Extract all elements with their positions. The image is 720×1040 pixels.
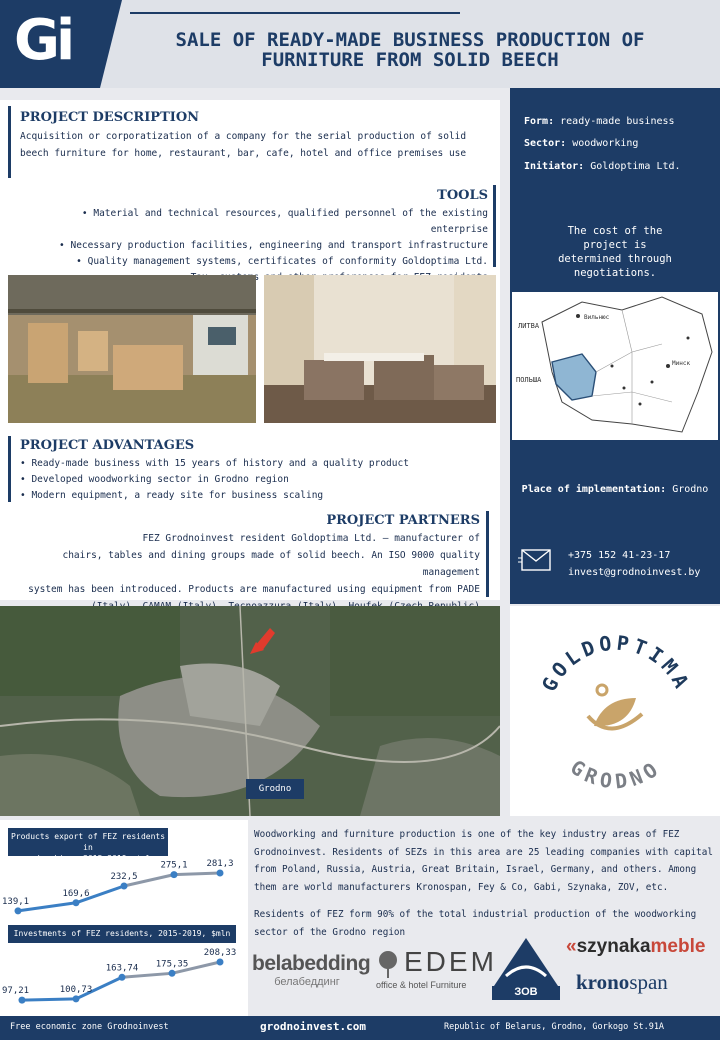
chart-point [169, 970, 176, 977]
title-line-1: SALE OF READY-MADE BUSINESS PRODUCTION OF [175, 29, 645, 51]
chart1-svg [0, 856, 248, 926]
info-line: Grodnoinvest. Residents of SEZs in this area are 25 leading companies with capital [254, 846, 713, 858]
tools-item: • Necessary production facilities, engineering and transport infrastructure [20, 238, 488, 254]
logo-bottom-text: GRODNO [566, 754, 666, 794]
initiator-row [524, 161, 714, 172]
tools-list [20, 206, 488, 286]
chart-data-label: 163,74 [105, 963, 139, 974]
advantages-item: • Modern equipment, a ready site for business scaling [20, 488, 490, 504]
description-heading: PROJECT DESCRIPTION [20, 110, 200, 125]
szynaka-arrows-icon: « [566, 936, 577, 957]
form-value: ready-made business [560, 116, 675, 127]
edem-subtitle: office & hotel Furniture [376, 980, 467, 990]
chart-point [217, 869, 224, 876]
kronospan-logo [576, 970, 716, 995]
span-text: span [629, 970, 668, 994]
city-label: Grodno [246, 779, 304, 799]
chart2-title: Investments of FEZ residents, 2015-2019, $mln [8, 925, 236, 943]
chart-point [15, 907, 22, 914]
info-line: Woodworking and furniture production is one of the key industry areas of FEZ [254, 829, 680, 840]
chart-data-label: 232,5 [110, 872, 138, 882]
edem-text: EDEM [404, 946, 497, 977]
svg-text:GOLDOPTIMA [537, 631, 696, 696]
cost-line: project is [583, 239, 647, 251]
tools-item: • Quality management systems, certificates of conformity Goldoptima Ltd. [20, 254, 488, 270]
section-bar [486, 511, 489, 597]
footer-website[interactable]: grodnoinvest.com [260, 1020, 366, 1033]
partners-text [10, 530, 480, 615]
restaurant-photo [264, 275, 496, 423]
phone-number[interactable]: +375 152 41-23-17 [568, 550, 671, 561]
place-value: Grodno [672, 484, 709, 495]
contacts [568, 547, 718, 581]
chart-point [121, 883, 128, 890]
chart-point [171, 871, 178, 878]
chart-line-segment [174, 873, 220, 875]
partners-line: FEZ Grodnoinvest resident Goldoptima Ltd. – manufacturer of [142, 533, 480, 544]
footer [0, 1016, 720, 1040]
cost-line: negotiations. [573, 267, 657, 279]
mail-icon [518, 548, 552, 572]
satellite-map [0, 606, 500, 816]
footer-address: Republic of Belarus, Grodno, Gorkogo St.91A [444, 1022, 665, 1032]
map-label: ЛИТВА [518, 322, 540, 330]
zov-logo [492, 936, 560, 1000]
initiator-value: Goldoptima Ltd. [590, 161, 681, 172]
footer-left: Free economic zone Grodnoinvest [10, 1022, 169, 1032]
description-text: Acquisition or corporatization of a company for the serial production of solid beech furniture for home, restaurant, bar, cafe, hotel and office premises use [20, 131, 467, 159]
chart-data-label: 100,73 [59, 984, 93, 995]
header-rule [130, 12, 460, 14]
advantages-item: • Developed woodworking sector in Grodno region [20, 472, 490, 488]
goldoptima-logo [510, 606, 720, 816]
chart-data-label: 139,1 [2, 896, 30, 907]
chart-point [217, 959, 224, 966]
partners-line: system has been introduced. Products are manufactured using equipment from PADE [28, 584, 480, 595]
chart2-svg [0, 946, 248, 1016]
chart1-title [8, 828, 168, 863]
chart-point [119, 974, 126, 981]
page-title [120, 30, 700, 70]
title-line-2: FURNITURE FROM SOLID BEECH [261, 49, 559, 71]
chart-line-segment [122, 973, 172, 977]
chart-data-label: 275,1 [160, 860, 188, 871]
edem-logo [404, 946, 497, 977]
section-bar [8, 106, 11, 178]
grodnoinvest-logo [0, 0, 100, 88]
szynaka-text: szynaka [576, 936, 651, 957]
form-label: Form: [524, 116, 555, 127]
info-paragraph-1 [254, 826, 714, 896]
factory-photo [8, 275, 256, 423]
place-label: Place of implementation: [521, 484, 667, 495]
belabedding-logo [252, 952, 371, 996]
advantages-heading: PROJECT ADVANTAGES [20, 438, 195, 453]
krono-text: krono [576, 970, 630, 994]
chart-point [73, 899, 80, 906]
map-label: Минск [672, 360, 691, 367]
svg-text:GRODNO [566, 755, 666, 794]
info-line: sector of the Grodno region [254, 926, 406, 938]
advantages-list [20, 456, 490, 504]
map-label: Вильнюс [584, 314, 610, 321]
chart1-title-line: woodworking, 2015-2019, $mln [20, 854, 156, 863]
tools-item: • Material and technical resources, qualified personnel of the existing enterprise [20, 206, 488, 238]
region-map [512, 292, 718, 440]
place-row [515, 484, 715, 495]
tree-icon [374, 950, 402, 978]
info-line: from Poland, Russia, Austria, Great Britain, Israel, Germany, and others. Among [254, 864, 697, 875]
sector-row [524, 138, 714, 149]
zov-text: ЗОВ [514, 986, 538, 998]
partners-line: chairs, tables and dining groups made of solid beech. An ISO 9000 quality management [62, 550, 480, 578]
email-link[interactable]: invest@grodnoinvest.by [568, 567, 701, 578]
initiator-label: Initiator: [524, 161, 585, 172]
chart-line-segment [22, 999, 76, 1000]
partners-heading: PROJECT PARTNERS [326, 513, 480, 528]
cost-note [515, 224, 715, 280]
section-bar [493, 185, 496, 267]
cost-line: determined through [558, 253, 672, 265]
sector-value: woodworking [572, 138, 639, 149]
chart1-title-line: Products export of FEZ residents in [10, 832, 166, 852]
szynaka-logo [566, 936, 716, 958]
chart-point [73, 995, 80, 1002]
logo-top-text: GOLDOPTIMA [536, 630, 696, 696]
belabedding-ru-text: белабеддинг [274, 976, 340, 988]
info-line: them are world manufacturers Kronospan, Fey & Co, Gabi, Szynaka, ZOV, etc. [254, 881, 669, 893]
meble-text: meble [650, 936, 706, 957]
sector-label: Sector: [524, 138, 567, 149]
chart-data-label: 281,3 [206, 858, 234, 869]
map-label: ПОЛЬША [516, 376, 542, 384]
tools-heading: TOOLS [437, 188, 488, 203]
belabedding-text: belabedding [252, 952, 371, 975]
chart-data-label: 175,35 [155, 959, 189, 970]
info-line: Residents of FEZ form 90% of the total industrial production of the woodworking [254, 909, 697, 920]
logo-text: Gi [14, 8, 72, 73]
chart-point [19, 997, 26, 1004]
advantages-item: • Ready-made business with 15 years of history and a quality product [20, 456, 490, 472]
form-row [524, 116, 714, 127]
section-bar [8, 436, 11, 502]
charts-panel [0, 820, 248, 1020]
chart-data-label: 169,6 [62, 888, 90, 899]
cost-line: The cost of the [567, 225, 663, 237]
chart-data-label: 208,33 [203, 948, 237, 959]
chart-data-label: 97,21 [2, 986, 30, 997]
